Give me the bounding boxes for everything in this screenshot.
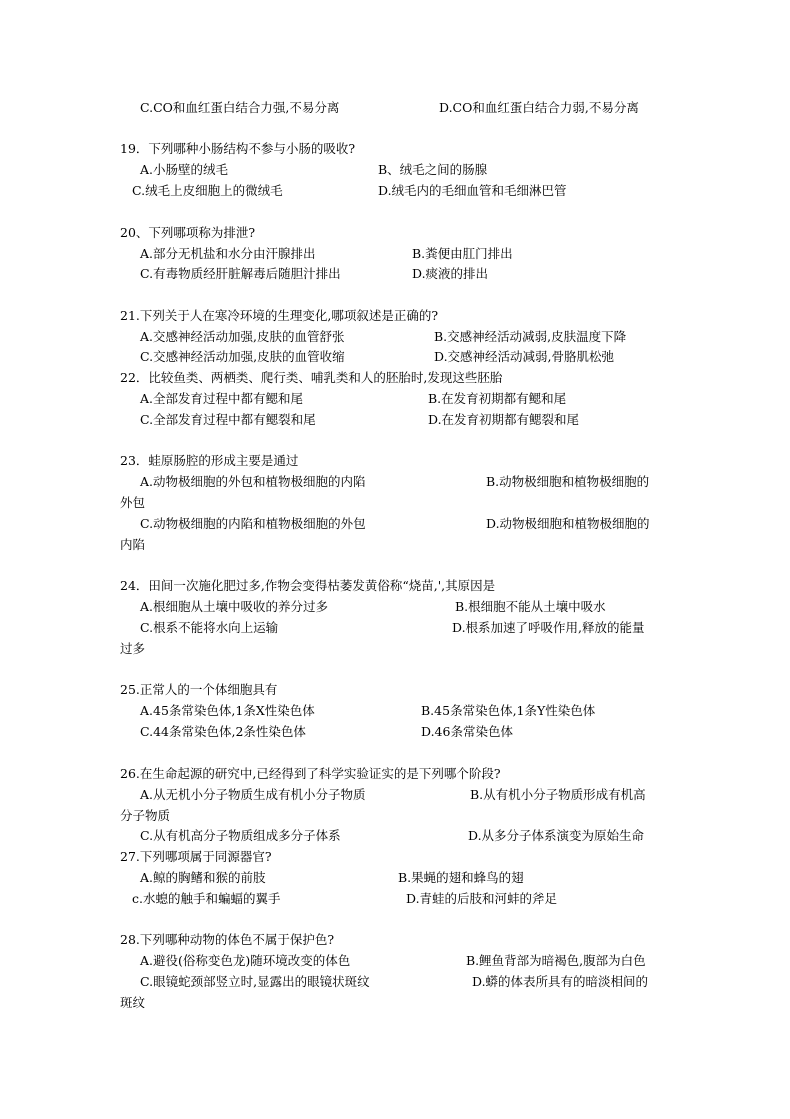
text-line: A.小肠壁的绒毛	[140, 162, 229, 177]
text-line: C.44条常染色体,2条性染色体	[140, 724, 306, 739]
text-line: C.从有机高分子物质组成多分子体系	[140, 828, 341, 843]
text-line: D.痰液的排出	[412, 266, 489, 281]
text-line: 20、下列哪项称为排泄?	[120, 225, 256, 240]
text-line: A.部分无机盐和水分由汗腺排出	[140, 246, 316, 261]
text-line: B、绒毛之间的肠腺	[378, 162, 488, 177]
text-line: C.有毒物质经肝脏解毒后随胆汁排出	[140, 266, 341, 281]
text-line: 21.下列关于人在寒冷环境的生理变化,哪项叙述是正确的?	[120, 308, 439, 323]
text-line: A.全部发育过程中都有鳃和尾	[140, 391, 304, 406]
text-line: D.动物极细胞和植物极细胞的	[486, 516, 650, 531]
text-line: B.粪便由肛门排出	[412, 246, 513, 261]
text-line: A.鲸的胸鳍和猴的前肢	[140, 870, 266, 885]
text-line: 外包	[120, 495, 146, 510]
text-line: C.交感神经活动加强,皮肤的血管收缩	[140, 349, 345, 364]
text-line: C.全部发育过程中都有鳃裂和尾	[140, 412, 316, 427]
text-line: D.46条常染色体	[421, 724, 513, 739]
text-line: A.避役(俗称变色龙)随环境改变的体色	[140, 953, 351, 968]
text-line: 23．蛙原肠腔的形成主要是通过	[120, 453, 299, 468]
text-line: C.根系不能将水向上运输	[140, 620, 279, 635]
text-line: 27.下列哪项属于同源器官?	[120, 849, 272, 864]
text-line: 26.在生命起源的研究中,已经得到了科学实验证实的是下列哪个阶段?	[120, 766, 501, 781]
text-line: 19．下列哪种小肠结构不参与小肠的吸收?	[120, 141, 356, 156]
text-line: B.鲤鱼背部为暗褐色,腹部为白色	[466, 953, 646, 968]
text-line: 24．田间一次施化肥过多,作物会变得枯萎发黄俗称“烧苗,',其原因是	[120, 578, 496, 593]
text-line: A.交感神经活动加强,皮肤的血管舒张	[140, 329, 345, 344]
text-line: D.蟒的体表所具有的暗淡相间的	[472, 974, 649, 989]
text-line: A.动物极细胞的外包和植物极细胞的内陷	[140, 474, 366, 489]
text-line: D.绒毛内的毛细血管和毛细淋巴管	[378, 183, 567, 198]
text-line: C.CO和血红蛋白结合力强,不易分离	[140, 100, 340, 115]
text-line: D.青蛙的后肢和河蚌的斧足	[406, 891, 558, 906]
text-line: B.交感神经活动减弱,皮肤温度下降	[434, 329, 627, 344]
text-line: A.根细胞从土壤中吸收的养分过多	[140, 599, 329, 614]
text-line: B.动物极细胞和植物极细胞的	[486, 474, 650, 489]
text-line: 25.正常人的一个体细胞具有	[120, 682, 278, 697]
text-line: B.根细胞不能从土壤中吸水	[455, 599, 606, 614]
text-line: 22．比较鱼类、两栖类、爬行类、哺乳类和人的胚胎时,发现这些胚胎	[120, 370, 503, 385]
text-line: A.从无机小分子物质生成有机小分子物质	[140, 787, 366, 802]
text-line: C.动物极细胞的内陷和植物极细胞的外包	[140, 516, 366, 531]
text-line: B.45条常染色体,1条Y性染色体	[421, 703, 596, 718]
text-line: 斑纹	[120, 995, 146, 1010]
text-line: D.CO和血红蛋白结合力弱,不易分离	[439, 100, 639, 115]
text-line: 内陷	[120, 537, 146, 552]
text-line: D.交感神经活动减弱,骨胳肌松弛	[434, 349, 615, 364]
text-line: C.绒毛上皮细胞上的微绒毛	[132, 183, 283, 198]
text-line: B.从有机小分子物质形成有机高	[470, 787, 646, 802]
text-line: D.从多分子体系演变为原始生命	[468, 828, 645, 843]
text-line: B.在发育初期都有鳃和尾	[428, 391, 567, 406]
text-line: 过多	[120, 641, 146, 656]
text-line: c.水螅的触手和蝙蝠的翼手	[132, 891, 281, 906]
text-line: C.眼镜蛇颈部竖立时,显露出的眼镜状斑纹	[140, 974, 370, 989]
text-line: B.果蝇的翅和蜂鸟的翅	[398, 870, 524, 885]
text-line: A.45条常染色体,1条X性染色体	[140, 703, 315, 718]
text-line: D.在发育初期都有鳃裂和尾	[428, 412, 580, 427]
text-line: 分子物质	[120, 808, 171, 823]
text-line: 28.下列哪种动物的体色不属于保护色?	[120, 932, 335, 947]
text-line: D.根系加速了呼吸作用,释放的能量	[452, 620, 645, 635]
